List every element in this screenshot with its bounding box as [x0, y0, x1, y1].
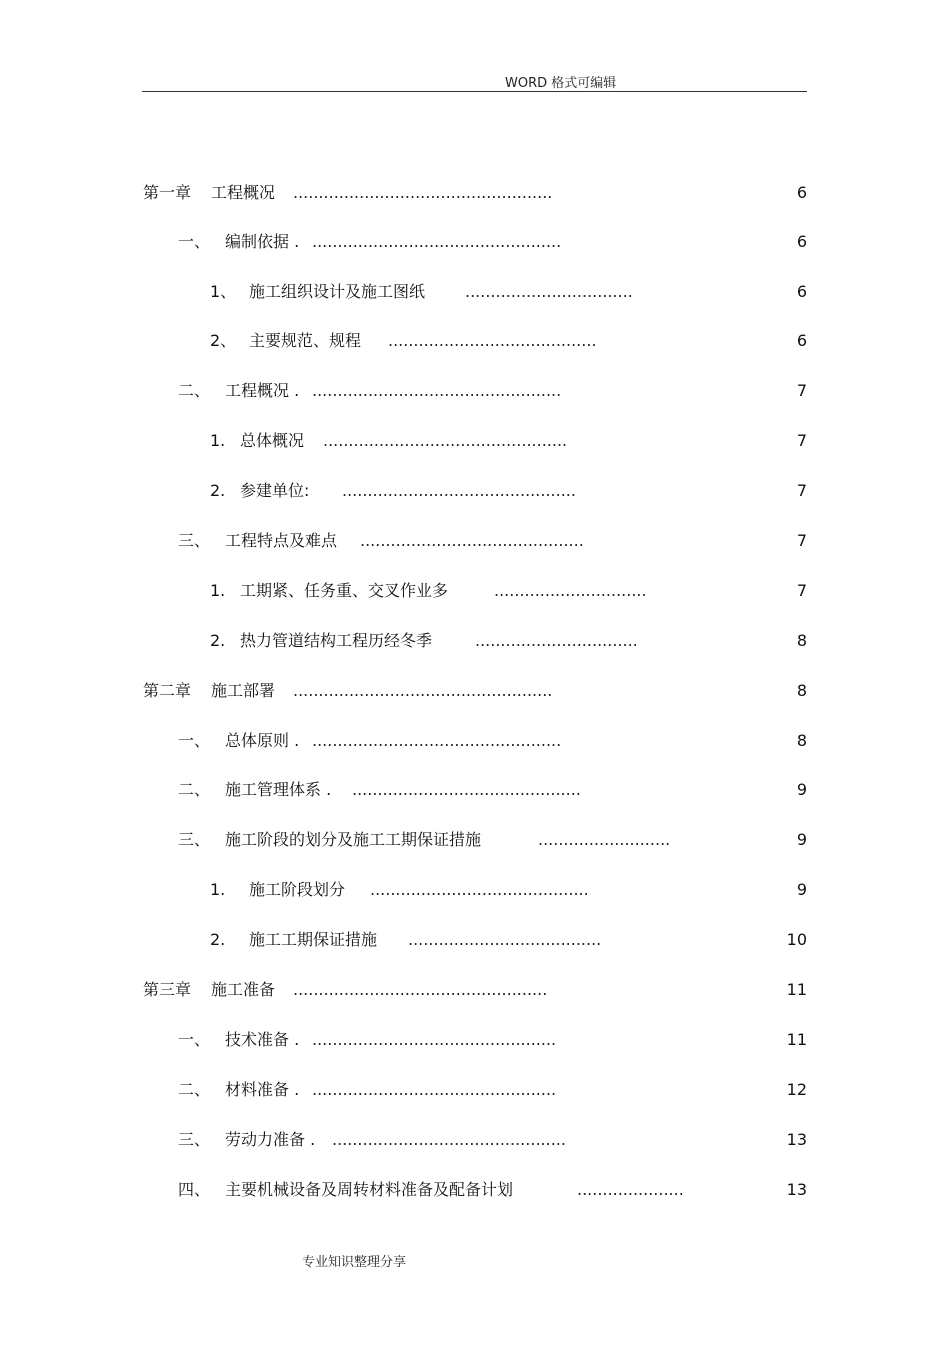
toc-number: 一、 — [178, 232, 211, 251]
toc-entry[interactable] — [0, 229, 950, 255]
toc-entry[interactable] — [0, 728, 950, 754]
toc-number: 三、 — [178, 830, 211, 849]
toc-entry[interactable] — [0, 827, 950, 853]
toc-title: 施工部署 — [211, 681, 276, 700]
toc-entry[interactable] — [0, 1027, 950, 1053]
toc-number: 第一章 — [143, 183, 192, 202]
toc-number: 一、 — [178, 731, 211, 750]
toc-title: 工程特点及难点 — [225, 531, 338, 550]
toc-number: 2. — [210, 930, 226, 949]
toc-page: 7 — [796, 531, 807, 550]
toc-title: 施工阶段的划分及施工工期保证措施 — [225, 830, 482, 849]
toc-leader: ......................................... — [388, 331, 597, 350]
toc-number: 第三章 — [143, 980, 192, 999]
toc-leader: .................................................. — [293, 980, 548, 999]
toc-title: 总体原则 . — [225, 731, 300, 750]
toc-leader: ................................................. — [312, 232, 562, 251]
toc-page: 13 — [786, 1130, 807, 1149]
toc-leader: .............................................. — [342, 481, 576, 500]
toc-title: 参建单位: — [240, 481, 310, 500]
toc-leader: .......................... — [538, 830, 671, 849]
toc-title: 总体概况 — [240, 431, 305, 450]
toc-page: 6 — [796, 183, 807, 202]
toc-title: 工程概况 — [211, 183, 276, 202]
toc-leader: ................................................... — [293, 183, 553, 202]
toc-page: 8 — [796, 631, 807, 650]
toc-page: 10 — [786, 930, 807, 949]
toc-page: 7 — [796, 481, 807, 500]
toc-leader: ................................................ — [312, 1030, 557, 1049]
toc-number: 1. — [210, 880, 226, 899]
toc-leader: ..................... — [577, 1180, 684, 1199]
toc-leader: .............................. — [494, 581, 647, 600]
toc-page: 9 — [796, 880, 807, 899]
toc-page: 13 — [786, 1180, 807, 1199]
toc-entry[interactable] — [0, 628, 950, 654]
toc-title: 劳动力准备 . — [225, 1130, 316, 1149]
toc-entry[interactable] — [0, 578, 950, 604]
toc-page: 8 — [796, 681, 807, 700]
toc-number: 二、 — [178, 1080, 211, 1099]
toc-entry[interactable] — [0, 428, 950, 454]
toc-page: 11 — [786, 1030, 807, 1049]
toc-title: 主要机械设备及周转材料准备及配备计划 — [225, 1180, 514, 1199]
toc-number: 2. — [210, 631, 226, 650]
toc-title: 工程概况 . — [225, 381, 300, 400]
toc-entry[interactable] — [0, 678, 950, 704]
toc-leader: ................................................ — [312, 1080, 557, 1099]
toc-title: 施工工期保证措施 — [249, 930, 378, 949]
toc-page: 9 — [796, 780, 807, 799]
toc-leader: ................................ — [475, 631, 638, 650]
toc-page: 11 — [786, 980, 807, 999]
toc-page: 8 — [796, 731, 807, 750]
toc-entry[interactable] — [0, 180, 950, 206]
toc-entry[interactable] — [0, 1077, 950, 1103]
toc-leader: ................................. — [465, 282, 633, 301]
toc-page: 6 — [796, 232, 807, 251]
toc-page: 7 — [796, 431, 807, 450]
toc-entry[interactable] — [0, 777, 950, 803]
toc-leader: ................................................. — [312, 381, 562, 400]
toc-title: 施工管理体系 . — [225, 780, 332, 799]
toc-number: 第二章 — [143, 681, 192, 700]
toc-title: 编制依据 . — [225, 232, 300, 251]
toc-page: 6 — [796, 282, 807, 301]
toc-title: 热力管道结构工程历经冬季 — [240, 631, 433, 650]
toc-title: 技术准备 . — [225, 1030, 300, 1049]
toc-entry[interactable] — [0, 528, 950, 554]
page-header: WORD 格式可编辑 — [505, 76, 617, 91]
toc-number: 1. — [210, 431, 226, 450]
toc-leader: ............................................. — [352, 780, 581, 799]
toc-leader: ............................................ — [360, 531, 584, 550]
toc-title: 施工准备 — [211, 980, 276, 999]
toc-entry[interactable] — [0, 478, 950, 504]
toc-page: 6 — [796, 331, 807, 350]
toc-number: 二、 — [178, 780, 211, 799]
toc-entry[interactable] — [0, 1127, 950, 1153]
toc-page: 9 — [796, 830, 807, 849]
toc-number: 三、 — [178, 1130, 211, 1149]
toc-leader: ................................................ — [323, 431, 568, 450]
toc-title: 材料准备 . — [225, 1080, 300, 1099]
toc-entry[interactable] — [0, 977, 950, 1003]
toc-title: 工期紧、任务重、交叉作业多 — [240, 581, 449, 600]
toc-title: 主要规范、规程 — [249, 331, 362, 350]
toc-entry[interactable] — [0, 328, 950, 354]
toc-entry[interactable] — [0, 378, 950, 404]
toc-page: 7 — [796, 581, 807, 600]
toc-number: 四、 — [178, 1180, 211, 1199]
toc-page: 7 — [796, 381, 807, 400]
toc-title: 施工组织设计及施工图纸 — [249, 282, 426, 301]
toc-entry[interactable] — [0, 927, 950, 953]
toc-number: 一、 — [178, 1030, 211, 1049]
toc-number: 二、 — [178, 381, 211, 400]
toc-entry[interactable] — [0, 279, 950, 305]
toc-leader: ...................................... — [408, 930, 602, 949]
toc-number: 三、 — [178, 531, 211, 550]
toc-number: 2. — [210, 481, 226, 500]
page-footer: 专业知识整理分享 — [302, 1255, 407, 1270]
toc-leader: .............................................. — [332, 1130, 566, 1149]
toc-entry[interactable] — [0, 877, 950, 903]
toc-number: 1、 — [210, 282, 237, 301]
toc-number: 1. — [210, 581, 226, 600]
toc-entry[interactable] — [0, 1177, 950, 1203]
toc-leader: ................................................. — [312, 731, 562, 750]
toc-number: 2、 — [210, 331, 237, 350]
toc-leader: ................................................... — [293, 681, 553, 700]
toc-page: 12 — [786, 1080, 807, 1099]
toc-leader: ........................................... — [370, 880, 589, 899]
toc-title: 施工阶段划分 — [249, 880, 346, 899]
